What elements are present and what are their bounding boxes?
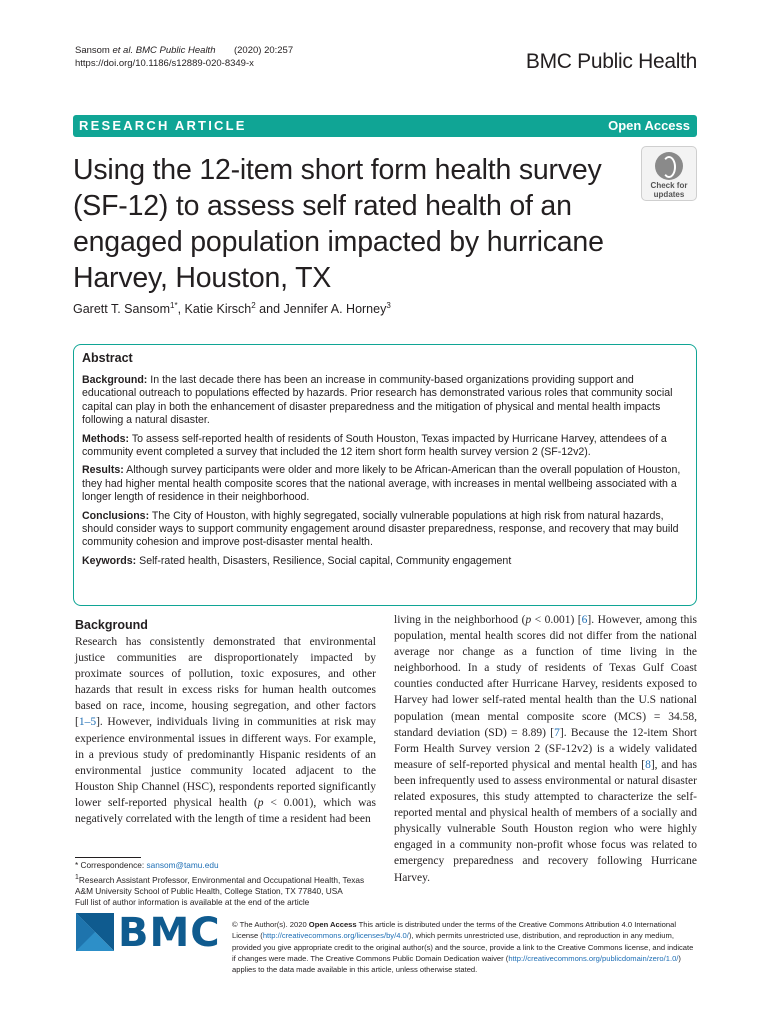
article-title: Using the 12-item short form health survey (SF-12) to assess self rated health of an engaged population impacted by hurricane Harvey, Houston, TX <box>73 154 604 294</box>
footnotes <box>75 860 375 909</box>
abstract-results <box>82 464 688 504</box>
body-text-segment: ]. However, individuals living in communities at risk may experience environmental issues in different ways. For example, in a previous study of predominantly Hispanic residents of an environmental justice community located adjacent to the Houston Ship Channel (HSC), respondents reported significantly lower self-reported physical health ( <box>75 716 376 809</box>
abstract-methods-text: To assess self-reported health of residents of South Houston, Texas impacted by Hurricane Harvey, attendees of a community event completed a survey that included the 12 item short form health survey version 2 (SF-12v2). <box>82 432 667 459</box>
citation-etal: et al. <box>112 45 134 56</box>
author-1[interactable]: Garett T. Sansom <box>73 302 171 317</box>
cc-by-license-link[interactable]: http://creativecommons.org/licenses/by/4.0/ <box>262 931 409 941</box>
abstract-background <box>82 374 688 428</box>
body-column-right <box>394 612 697 886</box>
citation-header <box>75 44 293 70</box>
body-text-segment: ], and has been infrequently used to assess environmental or natural disaster related exposures, this study attempted to characterize the self-reported mental and physical health of members of a socially and physically vulnerable South Houston region who were highly engaged in a community non-profit whose focus was related to emergency preparedness and recovery following Hurricane Harvey. <box>394 758 697 884</box>
abstract-background-label: Background: <box>82 374 148 386</box>
full-author-info-note: Full list of author information is available at the end of the article <box>75 897 310 908</box>
correspondence-line <box>75 860 375 872</box>
citation-journal: BMC Public Health <box>135 45 216 56</box>
license-text: © The Author(s). 2020 <box>232 920 309 929</box>
background-paragraph-right <box>394 612 697 886</box>
abstract-methods <box>82 433 688 460</box>
open-access-label: Open Access <box>608 118 690 133</box>
citation-ref-1-5[interactable]: 1–5 <box>78 716 97 729</box>
body-text-segment: ]. However, among this population, mental health scores did not differ from the national average nor change as a function of time living in the neighborhood. In a study of residents of Texas Gulf Coast counties conducted after Hurricane Harvey, residents exposed to Harvey had lower self-rated mental health than the U.S national population (mean mental composite score (MCS) = 34.58, standard deviation (SD) = 8.89) [ <box>394 614 697 739</box>
author-list <box>73 301 391 316</box>
doi-link[interactable]: https://doi.org/10.1186/s12889-020-8349-x <box>75 58 254 69</box>
cc-zero-waiver-link[interactable]: http://creativecommons.org/publicdomain/zero/1.0/ <box>508 953 679 963</box>
author-3[interactable]: and Jennifer A. Horney <box>255 302 387 317</box>
author-3-affil: 3 <box>386 301 391 310</box>
abstract-results-text: Although survey participants were older and more likely to be African-American than the overall population of Houston, they had higher mental health composite scores that the national average, with increases in mental wellbeing associated with a longer length of residence in their neighborhood. <box>82 464 681 504</box>
author-2-affil: 2 <box>251 301 256 310</box>
refresh-icon <box>655 152 683 180</box>
bmc-logo-text: BMC <box>118 910 221 956</box>
abstract-results-label: Results: <box>82 464 124 477</box>
abstract-heading: Abstract <box>82 351 133 365</box>
affiliation-line <box>75 872 375 898</box>
correspondence-email-link[interactable]: sansom@tamu.edu <box>146 860 219 870</box>
affiliation-text: Research Assistant Professor, Environmental and Occupational Health, Texas A&M University School of Public Health, College Station, TX 77840, USA <box>75 874 365 896</box>
p-value-symbol: p <box>257 796 264 809</box>
bmc-logo-mark-icon <box>76 913 114 951</box>
affiliation-sup: 1 <box>75 873 79 881</box>
citation-ref-8[interactable]: 8 <box>645 758 651 771</box>
citation-ref-7[interactable]: 7 <box>554 726 560 739</box>
check-for-updates-label: Check for updates <box>650 181 688 199</box>
citation-authors: Sansom <box>75 45 110 56</box>
author-1-affil: 1* <box>170 301 178 310</box>
license-open-access: Open Access <box>308 920 357 929</box>
check-for-updates-badge[interactable] <box>641 146 697 201</box>
citation-year-volume: (2020) 20:257 <box>233 45 294 56</box>
body-text-segment: < 0.001), which was negatively correlated with the length of time a resident had been <box>75 796 376 826</box>
abstract-background-text: In the last decade there has been an increase in community-based organizations providing support and educational outreach to populations effected by hazards. Prior research has demonstrated various roles that community social capital can play in both the enhancement of disaster preparedness and the mitigation of physical and mental health impacts following a natural disaster. <box>82 374 673 427</box>
abstract-keywords-text: Self-rated health, Disasters, Resilience, Social capital, Community engagement <box>139 554 512 567</box>
citation-ref-6[interactable]: 6 <box>581 614 588 626</box>
abstract-conclusions-text: The City of Houston, with highly segregated, socially vulnerable populations at high risk from natural hazards, should consider ways to support community engagement around disaster preparedness, response, and recovery that may build community cohesion and improve post-disaster mental health. <box>82 509 679 549</box>
bmc-logo <box>76 910 221 956</box>
p-value-symbol: p <box>525 614 532 626</box>
abstract-box <box>73 344 697 606</box>
citation-line <box>75 44 293 57</box>
correspondence-label: * Correspondence: <box>75 860 147 870</box>
background-paragraph-left <box>75 634 376 827</box>
abstract-methods-label: Methods: <box>82 432 130 445</box>
license-text: This article is distributed under the terms of the Creative Commons Attribution 4.0 International License ( <box>232 920 677 941</box>
abstract-conclusions-label: Conclusions: <box>82 509 150 522</box>
abstract-conclusions <box>82 510 688 550</box>
footnote-divider <box>75 857 141 858</box>
background-heading: Background <box>75 618 148 632</box>
body-text-segment: living in the neighborhood ( <box>394 614 526 626</box>
license-text: ), which permits unrestricted use, distribution, and reproduction in any medium, provided you give appropriate credit to the original author(s) and the source, provide a link to the Creative Commons license, and indicate if changes were made. The Creative Commons Public Domain Dedication waiver ( <box>232 931 694 963</box>
license-text: ) applies to the data made available in this article, unless otherwise stated. <box>232 953 681 975</box>
abstract-keywords <box>82 555 688 568</box>
article-type-label: RESEARCH ARTICLE <box>79 118 247 133</box>
body-text-segment: Research has consistently demonstrated that environmental justice communities are disproportionately impacted by proximate sources of pollution, toxic exposures, and other hazards that result in excess risks for human health outcomes based on race, income, housing segregation, and other factors [ <box>75 636 376 729</box>
abstract-keywords-label: Keywords: <box>82 554 137 567</box>
license-statement <box>232 919 697 975</box>
author-2[interactable]: , Katie Kirsch <box>177 302 252 317</box>
article-type-banner <box>73 115 697 137</box>
body-text-segment: ]. Because the 12-item Short Form Health Survey version 2 (SF-12v2) is a widely validated measure of self-reported physical and mental health [ <box>394 726 697 771</box>
journal-name: BMC Public Health <box>525 50 697 73</box>
body-text-segment: < 0.001) [ <box>531 614 582 626</box>
body-column-left <box>75 618 376 827</box>
